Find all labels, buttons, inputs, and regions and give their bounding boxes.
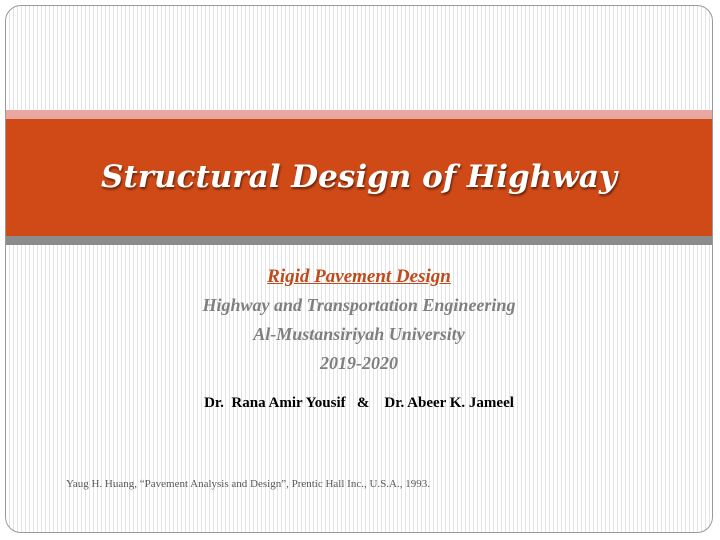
subtitle-year: 2019-2020 <box>320 353 398 373</box>
authors-line: Dr. Rana Amir Yousif & Dr. Abeer K. Jameel <box>204 395 514 411</box>
subtitle-course: Highway and Transportation Engineering <box>202 295 516 315</box>
title-band-top-stripe <box>6 110 712 119</box>
reference-citation: Yaug H. Huang, “Pavement Analysis and Design”, Prentic Hall Inc., U.S.A., 1993. <box>66 478 430 490</box>
subtitle-topic: Rigid Pavement Design <box>267 266 451 287</box>
slide-title: Structural Design of Highway <box>100 159 617 195</box>
slide <box>5 5 713 533</box>
subtitle-university: Al-Mustansiriyah University <box>253 324 465 344</box>
title-band-bottom-stripe <box>6 236 712 245</box>
subtitle-block <box>6 262 712 378</box>
